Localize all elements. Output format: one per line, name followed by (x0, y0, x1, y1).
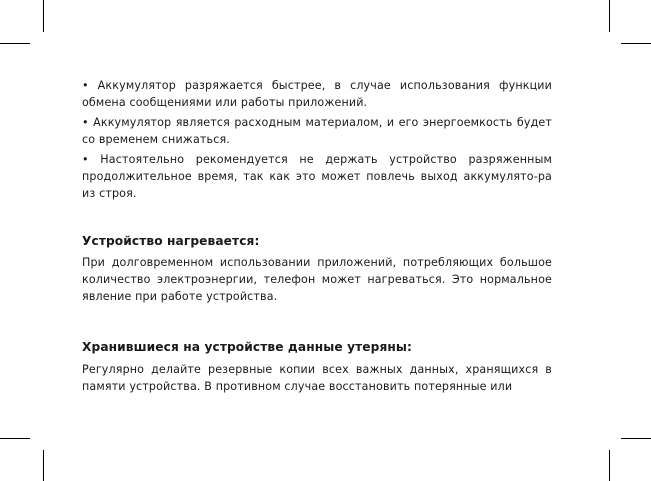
section-text-data-lost: Регулярно делайте резервные копии всех важных данных, хранящихся в памяти устройства. В противном случае восстановить потерянные или (82, 363, 552, 393)
bullet-paragraph: • Аккумулятор разряжается быстрее, в случае использования функции обмена сообщениями или работы приложений. (82, 79, 552, 109)
bullet-paragraph: • Аккумулятор является расходным материалом, и его энергоемкость будет со временем снижаться. (82, 116, 552, 146)
section-heading-data-lost: Хранившиеся на устройстве данные утеряны: (82, 340, 413, 354)
crop-mark (43, 0, 44, 32)
crop-mark (0, 438, 30, 439)
crop-mark (0, 43, 30, 44)
section-heading-overheating: Устройство нагревается: (82, 234, 260, 248)
section-text-overheating: При долговременном использовании приложений, потребляющих большое количество электроэнергии, телефон может нагреваться. Это нормальное явление при работе устройства. (82, 256, 552, 303)
crop-mark (43, 450, 44, 481)
crop-mark (609, 450, 610, 481)
page-content (82, 77, 552, 395)
crop-mark (621, 438, 651, 439)
bullet-paragraph: • Настоятельно рекомендуется не держать устройство разряженным продолжительное время, так как это может повлечь выход аккумулято-ра из строя. (82, 153, 552, 200)
crop-mark (609, 0, 610, 32)
crop-mark (621, 43, 651, 44)
